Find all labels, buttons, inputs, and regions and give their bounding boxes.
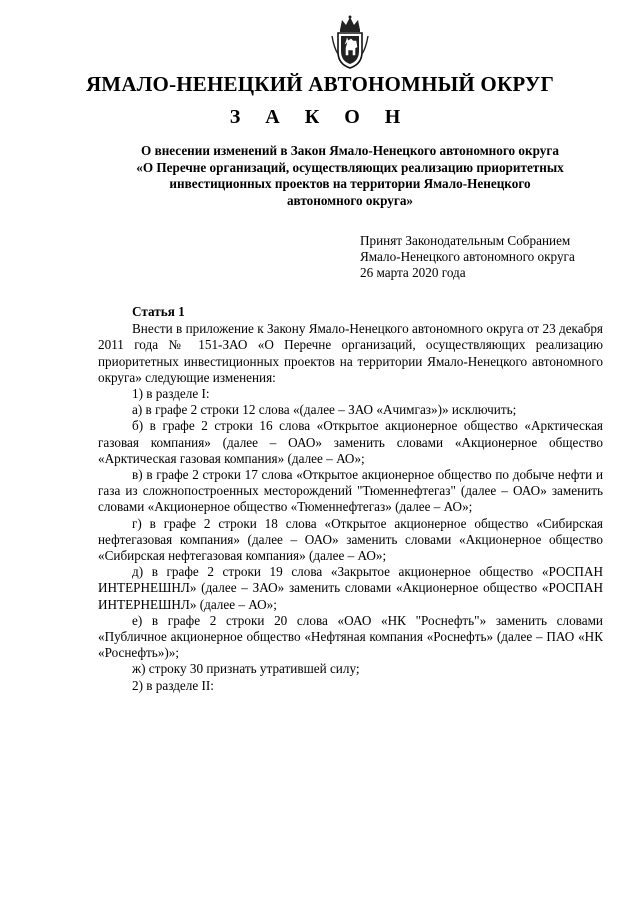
region-title: ЯМАЛО-НЕНЕЦКИЙ АВТОНОМНЫЙ ОКРУГ: [85, 72, 555, 96]
adoption-date: 26 марта 2020 года: [360, 265, 466, 280]
article-title: Статья 1: [132, 304, 185, 319]
coat-of-arms-icon: [330, 14, 370, 70]
document-type: З А К О Н: [229, 106, 411, 128]
adoption-line: Ямало-Ненецкого автономного округа: [360, 249, 575, 264]
law-subject-line: О внесении изменений в Закон Ямало-Ненецкого автономного округа: [141, 143, 559, 158]
list-item: г) в графе 2 строки 18 слова «Открытое акционерное общество «Сибирская нефтегазовая компания» (далее – ОАО» заменить словами «Акционерное общество «Сибирская нефтегазовая компания» (далее – АО»;: [98, 515, 603, 564]
list-item: в) в графе 2 строки 17 слова «Открытое акционерное общество по добыче нефти и газа из сложнопостроенных месторождений "Тюменнефтегаз" (далее – ОАО» заменить словами «Акционерное общество «Тюменнефтегаз» (далее – АО»;: [98, 467, 603, 515]
list-item: д) в графе 2 строки 19 слова «Закрытое акционерное общество «РОСПАН ИНТЕРНЕШНЛ» (далее – ЗАО» заменить словами «Акционерное общество «РОСПАН ИНТЕРНЕШНЛ» (далее – АО»;: [98, 564, 603, 612]
article-body: [98, 304, 603, 694]
law-subject-line: «О Перечне организаций, осуществляющих реализацию приоритетных: [136, 159, 564, 175]
adoption-block: [360, 233, 620, 281]
adoption-line: Принят Законодательным Собранием: [360, 233, 571, 248]
list-item: 1) в разделе I:: [132, 386, 210, 402]
list-item: а) в графе 2 строки 12 слова «(далее – ЗАО «Ачимгаз»)» исключить;: [132, 402, 517, 418]
list-item: е) в графе 2 строки 20 слова «ОАО «НК "Роснефть"» заменить словами «Публичное акционерное общество «Нефтяная компания «Роснефть» (далее – ПАО «НК «Роснефть»)»;: [98, 612, 603, 661]
law-subject: [100, 143, 600, 209]
list-item: б) в графе 2 строки 16 слова «Открытое акционерное общество «Арктическая газовая компания» (далее – ОАО» заменить словами «Акционерное общество «Арктическая газовая компания» (далее – АО»;: [98, 418, 603, 466]
list-item: ж) строку 30 признать утратившей силу;: [132, 661, 360, 677]
list-item: 2) в разделе II:: [132, 677, 214, 693]
law-subject-line: инвестиционных проектов на территории Ямало-Ненецкого: [169, 176, 531, 191]
law-subject-line: автономного округа»: [286, 192, 414, 208]
article-intro: Внести в приложение к Закону Ямало-Ненецкого автономного округа от 23 декабря 2011 года № 151-ЗАО «О Перечне организаций, осуществляющих реализацию приоритетных инвестиционных проектов на территории Ямало-Ненецкого автономного округа» следующие изменения:: [98, 321, 603, 385]
